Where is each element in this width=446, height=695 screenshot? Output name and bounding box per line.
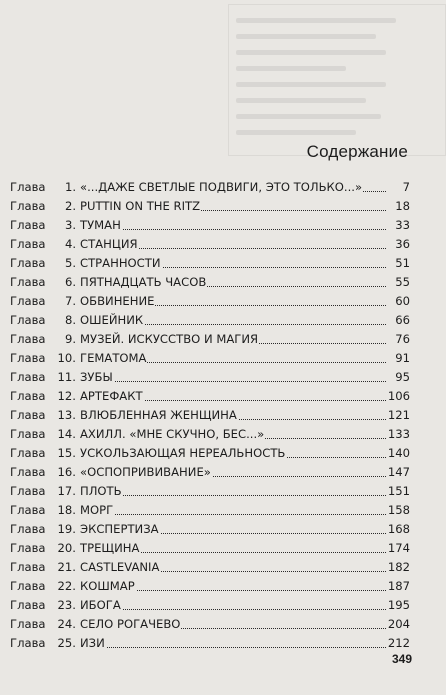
chapter-prefix: Глава: [10, 408, 46, 422]
toc-entry: [10, 311, 410, 329]
chapter-number: 12.: [57, 389, 76, 403]
chapter-prefix: Глава: [10, 560, 46, 574]
chapter-prefix: Глава: [10, 199, 46, 213]
chapter-number: 25.: [57, 636, 76, 650]
chapter-page: 158: [387, 503, 410, 517]
chapter-title: СЕЛО РОГАЧЕВО: [80, 617, 181, 631]
toc-entry: [10, 615, 410, 633]
show-through-line: [236, 66, 346, 71]
chapter-title: СТРАННОСТИ: [80, 256, 161, 270]
chapter-prefix: Глава: [10, 237, 46, 251]
chapter-page: 187: [387, 579, 410, 593]
chapter-prefix: Глава: [10, 332, 46, 346]
chapter-page: 195: [387, 598, 410, 612]
chapter-title: ЭКСПЕРТИЗА: [80, 522, 159, 536]
chapter-number: 20.: [57, 541, 76, 555]
toc-entry: [10, 292, 410, 310]
chapter-title: ТУМАН: [80, 218, 121, 232]
chapter-title: CASTLEVANIA: [80, 560, 160, 574]
toc-entry: [10, 197, 410, 215]
dot-leader: [80, 495, 386, 496]
chapter-number: 11.: [57, 370, 76, 384]
chapter-prefix: Глава: [10, 180, 46, 194]
chapter-number: 15.: [57, 446, 76, 460]
chapter-title: СТАНЦИЯ: [80, 237, 138, 251]
chapter-prefix: Глава: [10, 636, 46, 650]
toc-entry: [10, 463, 410, 481]
chapter-number: 19.: [57, 522, 76, 536]
chapter-prefix: Глава: [10, 427, 46, 441]
show-through-line: [236, 34, 376, 39]
chapter-title: ПЛОТЬ: [80, 484, 122, 498]
chapter-title: ЗУБЫ: [80, 370, 113, 384]
toc-entry: [10, 634, 410, 652]
chapter-page: 140: [387, 446, 410, 460]
toc-entry: [10, 349, 410, 367]
chapter-page: 95: [386, 368, 410, 386]
chapter-prefix: Глава: [10, 579, 46, 593]
toc-entry: [10, 501, 410, 519]
chapter-number: 2.: [64, 199, 76, 213]
show-through-line: [236, 18, 396, 23]
chapter-prefix: Глава: [10, 503, 46, 517]
chapter-prefix: Глава: [10, 370, 46, 384]
chapter-page: 182: [387, 560, 410, 574]
chapter-title: АХИЛЛ. «МНЕ СКУЧНО, БЕС...»: [80, 427, 265, 441]
chapter-title: ОШЕЙНИК: [80, 313, 144, 327]
chapter-number: 8.: [64, 313, 76, 327]
chapter-number: 17.: [57, 484, 76, 498]
chapter-page: 60: [386, 292, 410, 310]
chapter-page: 36: [386, 235, 410, 253]
chapter-page: 76: [386, 330, 410, 348]
page-title: Содержание: [306, 142, 408, 161]
chapter-page: 33: [386, 216, 410, 234]
toc-entry: [10, 216, 410, 234]
chapter-prefix: Глава: [10, 541, 46, 555]
chapter-title: ИЗИ: [80, 636, 105, 650]
page-number: 349: [391, 652, 412, 666]
chapter-title: ПЯТНАДЦАТЬ ЧАСОВ: [80, 275, 207, 289]
toc-entry: [10, 368, 410, 386]
chapter-number: 7.: [64, 294, 76, 308]
chapter-title: УСКОЛЬЗАЮЩАЯ НЕРЕАЛЬНОСТЬ: [80, 446, 286, 460]
chapter-page: 212: [387, 636, 410, 650]
toc-entry: [10, 330, 410, 348]
chapter-number: 16.: [57, 465, 76, 479]
chapter-prefix: Глава: [10, 389, 46, 403]
chapter-prefix: Глава: [10, 522, 46, 536]
chapter-page: 133: [387, 427, 410, 441]
show-through-line: [236, 50, 386, 55]
chapter-title: ОБВИНЕНИЕ: [80, 294, 155, 308]
chapter-page: 147: [387, 465, 410, 479]
toc-entry: [10, 387, 410, 405]
chapter-prefix: Глава: [10, 256, 46, 270]
chapter-title: PUTTIN ON THE RITZ: [80, 199, 201, 213]
chapter-number: 18.: [57, 503, 76, 517]
chapter-title: ТРЕЩИНА: [80, 541, 140, 555]
chapter-number: 10.: [57, 351, 76, 365]
toc-entry: [10, 425, 410, 443]
chapter-number: 4.: [64, 237, 76, 251]
toc-entry: [10, 482, 410, 500]
chapter-title: МОРГ: [80, 503, 114, 517]
chapter-number: 23.: [57, 598, 76, 612]
show-through-line: [236, 114, 381, 119]
chapter-page: 7: [386, 178, 410, 196]
toc-entry: [10, 596, 410, 614]
chapter-title: ИБОГА: [80, 598, 121, 612]
toc-entry: [10, 577, 410, 595]
chapter-title: «ОСПОПРИВИВАНИЕ»: [80, 465, 211, 479]
show-through-line: [236, 130, 356, 135]
chapter-title: «...ДАЖЕ СВЕТЛЫЕ ПОДВИГИ, ЭТО ТОЛЬКО...»: [80, 180, 363, 194]
toc-entry: [10, 235, 410, 253]
chapter-page: 204: [387, 617, 410, 631]
chapter-number: 5.: [64, 256, 76, 270]
chapter-page: 55: [386, 273, 410, 291]
chapter-prefix: Глава: [10, 484, 46, 498]
chapter-page: 18: [386, 197, 410, 215]
toc-entry: [10, 444, 410, 462]
chapter-prefix: Глава: [10, 617, 46, 631]
chapter-title: ГЕМАТОМА: [80, 351, 147, 365]
chapter-title: АРТЕФАКТ: [80, 389, 143, 403]
chapter-page: 51: [386, 254, 410, 272]
chapter-number: 3.: [64, 218, 76, 232]
chapter-number: 9.: [64, 332, 76, 346]
chapter-page: 106: [387, 389, 410, 403]
chapter-number: 6.: [64, 275, 76, 289]
chapter-prefix: Глава: [10, 351, 46, 365]
chapter-number: 22.: [57, 579, 76, 593]
chapter-prefix: Глава: [10, 218, 46, 232]
chapter-number: 24.: [57, 617, 76, 631]
chapter-prefix: Глава: [10, 294, 46, 308]
chapter-page: 66: [386, 311, 410, 329]
toc-entry: [10, 273, 410, 291]
chapter-prefix: Глава: [10, 465, 46, 479]
chapter-page: 91: [386, 349, 410, 367]
dot-leader: [80, 609, 386, 610]
chapter-page: 168: [387, 522, 410, 536]
chapter-title: ВЛЮБЛЕННАЯ ЖЕНЩИНА: [80, 408, 237, 422]
dot-leader: [80, 229, 386, 230]
chapter-title: КОШМАР: [80, 579, 135, 593]
toc-entry: [10, 178, 410, 196]
chapter-prefix: Глава: [10, 313, 46, 327]
chapter-prefix: Глава: [10, 446, 46, 460]
chapter-number: 1.: [64, 180, 76, 194]
chapter-number: 14.: [57, 427, 76, 441]
chapter-page: 121: [387, 408, 410, 422]
show-through-line: [236, 98, 366, 103]
chapter-number: 21.: [57, 560, 76, 574]
toc-entry: [10, 406, 410, 424]
chapter-prefix: Глава: [10, 598, 46, 612]
toc-entry: [10, 558, 410, 576]
dot-leader: [80, 647, 386, 648]
show-through-line: [236, 82, 386, 87]
dot-leader: [80, 381, 386, 382]
toc-entry: [10, 539, 410, 557]
chapter-number: 13.: [57, 408, 76, 422]
toc-entry: [10, 254, 410, 272]
chapter-page: 151: [387, 484, 410, 498]
chapter-prefix: Глава: [10, 275, 46, 289]
chapter-title: МУЗЕЙ. ИСКУССТВО И МАГИЯ: [80, 332, 259, 346]
dot-leader: [80, 514, 386, 515]
chapter-page: 174: [387, 541, 410, 555]
toc-entry: [10, 520, 410, 538]
